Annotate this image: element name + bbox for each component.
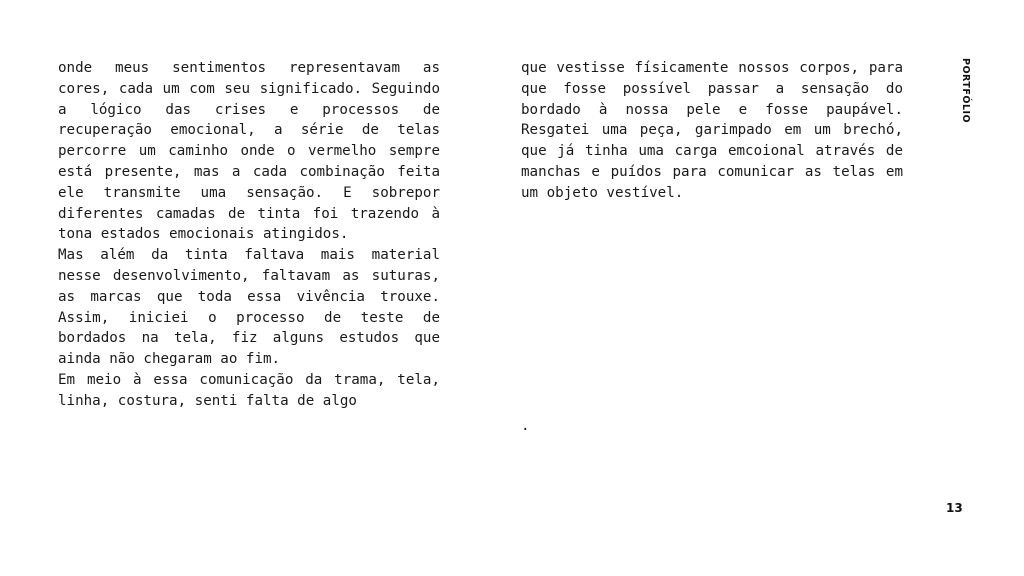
left-paragraph-3: Em meio à essa comunicação da trama, tela, linha, costura, senti falta de algo: [58, 371, 440, 409]
stray-period: .: [521, 418, 530, 434]
page-number: 13: [946, 501, 963, 515]
running-head: PORTFÓLIO: [960, 58, 971, 124]
left-paragraph-2: Mas além da tinta faltava mais material nesse desenvolvimento, faltavam as suturas, as marcas que toda essa vivência trouxe. Assim, iniciei o processo de teste de bordados na tela, fiz alguns estudos que ainda não chegaram ao fim.: [58, 247, 440, 368]
right-paragraph-1: que vestisse físicamente nossos corpos, para que fosse possível passar a sensação do bordado à nossa pele e fosse paupável. Resgatei uma peça, garimpado em um brechó, que já tinha uma carga emcoional através de manchas e puídos para comunicar as telas em um objeto vestível.: [521, 60, 903, 201]
right-text-column: [521, 58, 903, 204]
left-text-column: [58, 58, 440, 412]
left-paragraph-1: onde meus sentimentos representavam as cores, cada um com seu significado. Seguindo a lógico das crises e processos de recuperação emocional, a série de telas percorre um caminho onde o vermelho sempre está presente, mas a cada combinação feita ele transmite uma sensação. E sobrepor diferentes camadas de tinta foi trazendo à tona estados emocionais atingidos.: [58, 60, 440, 243]
